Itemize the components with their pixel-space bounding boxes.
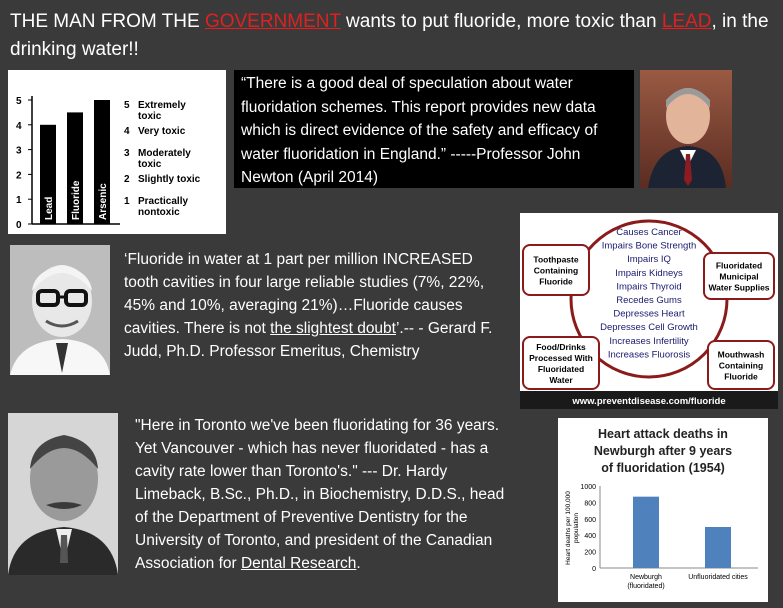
y-tick-label: 3: [16, 145, 22, 157]
fluoride-source-label: Water Supplies: [708, 282, 770, 293]
legend-number: 5: [124, 100, 130, 111]
bar: [633, 497, 659, 568]
y-tick-label: 600: [584, 516, 596, 524]
legend-number: 4: [124, 126, 130, 137]
effect-label: Depresses Heart: [613, 308, 685, 320]
y-axis-label: population: [573, 513, 580, 543]
quote-limeback-tail: .: [356, 555, 361, 572]
heart-deaths-chart-svg: [558, 418, 768, 602]
y-tick-label: 1000: [580, 484, 596, 491]
bar-label: Arsenic: [98, 183, 109, 220]
legend-label: toxic: [138, 159, 162, 170]
x-tick-label: Unfluoridated cities: [688, 574, 748, 581]
quote-newton: “There is a good deal of speculation about water fluoridation schemes. This report provides new data which is direct evidence of the safety and efficacy of water fluoridation in England.” -----Professor John Newton (April 2014): [234, 70, 634, 188]
portrait-judd-image: [10, 245, 110, 375]
y-tick-label: 0: [16, 220, 22, 231]
legend-number: 3: [124, 148, 130, 159]
fluoride-source-label: Fluoride: [724, 371, 758, 382]
quote-limeback: [135, 414, 515, 575]
legend-label: Slightly toxic: [138, 174, 201, 185]
fluoride-source-label: Food/Drinks: [536, 342, 586, 352]
bar: [705, 527, 731, 568]
quote-judd: [124, 248, 504, 363]
bar-label: Lead: [44, 196, 55, 220]
effect-label: Increases Infertility: [609, 335, 689, 347]
quote-judd-underlined: the slightest doubt: [270, 320, 396, 337]
x-tick-label: (fluoridated): [627, 583, 665, 590]
fluoride-source-label: Toothpaste: [533, 254, 579, 265]
portrait-limeback-image: [8, 413, 118, 575]
y-tick-label: 1: [16, 195, 22, 207]
toxicity-chart: [8, 70, 226, 234]
y-tick-label: 4: [16, 120, 22, 132]
chart-title: Newburgh after 9 years: [593, 444, 733, 458]
headline-text: THE MAN FROM THE: [10, 11, 205, 32]
y-tick-label: 200: [584, 549, 596, 557]
quote-judd-tail: ’.-- - Gerard F. Judd, Ph.D. Professor Emeritus, Chemistry: [124, 320, 493, 360]
effect-label: Increases Fluorosis: [607, 349, 691, 361]
fluoride-source-label: Water: [549, 375, 573, 385]
fluoride-source-label: Fluoridated: [537, 364, 585, 374]
chart-title: Heart attack deaths in: [598, 427, 728, 441]
y-tick-label: 800: [584, 500, 596, 508]
y-tick-label: 5: [16, 96, 22, 107]
fluoride-source-label: Processed With: [529, 353, 593, 363]
fluoride-effects-diagram: [520, 213, 778, 409]
fluoride-source-label: Fluoridated: [715, 260, 763, 271]
legend-label: toxic: [138, 111, 162, 122]
toxicity-chart-svg: [8, 70, 226, 234]
effect-label: Depresses Cell Growth: [600, 322, 698, 334]
headline: [10, 8, 780, 64]
portrait-limeback: [8, 413, 118, 575]
legend-label: Very toxic: [138, 126, 186, 137]
portrait-newton-image: [640, 70, 732, 188]
headline-text: wants to put fluoride, more toxic than: [340, 11, 662, 32]
headline-text: , in the drinking water!!: [10, 11, 769, 60]
headline-lead: LEAD: [661, 11, 712, 32]
legend-number: 1: [124, 196, 130, 207]
portrait-judd: [10, 245, 110, 375]
effect-label: Impairs Thyroid: [616, 281, 682, 293]
legend-label: nontoxic: [138, 207, 180, 218]
legend-label: Practically: [138, 196, 189, 207]
legend-number: 2: [124, 174, 130, 185]
legend-label: Moderately: [138, 148, 191, 159]
effect-label: Causes Cancer: [616, 227, 682, 238]
y-tick-label: 2: [16, 170, 22, 182]
fluoride-source-label: Fluoride: [539, 276, 573, 287]
fluoride-source-label: Containing: [718, 360, 764, 371]
quote-limeback-text: "Here in Toronto we've been fluoridating for 36 years. Yet Vancouver - which has never fluoridated - has a cavity rate lower than Toronto's." --- Dr. Hardy Limeback, B.Sc., Ph.D., in Biochemistry, D.D.S., head of the Department of Preventive Dentistry for the University of Toronto, and president of the Canadian Association for: [135, 417, 505, 572]
heart-deaths-chart: [558, 418, 768, 602]
fluoride-source-label: Municipal: [719, 271, 759, 282]
effect-label: Impairs Bone Strength: [601, 240, 697, 252]
effect-label: Recedes Gums: [616, 295, 682, 306]
source-url: www.preventdisease.com/fluoride: [572, 396, 726, 407]
effect-label: Impairs IQ: [627, 254, 671, 266]
headline-government: GOVERNMENT: [204, 11, 341, 32]
fluoride-source-label: Containing: [533, 265, 579, 276]
legend-label: Extremely: [138, 100, 186, 111]
effect-label: Impairs Kidneys: [615, 267, 683, 279]
bar-label: Fluoride: [71, 180, 82, 220]
x-tick-label: Newburgh: [630, 574, 662, 581]
quote-limeback-underlined: Dental Research: [240, 555, 357, 572]
y-tick-label: 400: [584, 533, 596, 541]
portrait-newton: [640, 70, 732, 188]
fluoride-source-label: Mouthwash: [717, 349, 765, 360]
y-tick-label: 0: [592, 566, 596, 573]
quote-judd-text: ‘Fluoride in water at 1 part per million INCREASED tooth cavities in four large reliable studies (7%, 22%, 45% and 10%, averaging 21%)…Fluoride causes cavities. There is not: [124, 251, 485, 337]
fluoride-effects-svg: [520, 213, 778, 409]
y-axis-label: Heart deaths per 100,000: [565, 491, 572, 565]
chart-title: of fluoridation (1954): [601, 461, 725, 475]
